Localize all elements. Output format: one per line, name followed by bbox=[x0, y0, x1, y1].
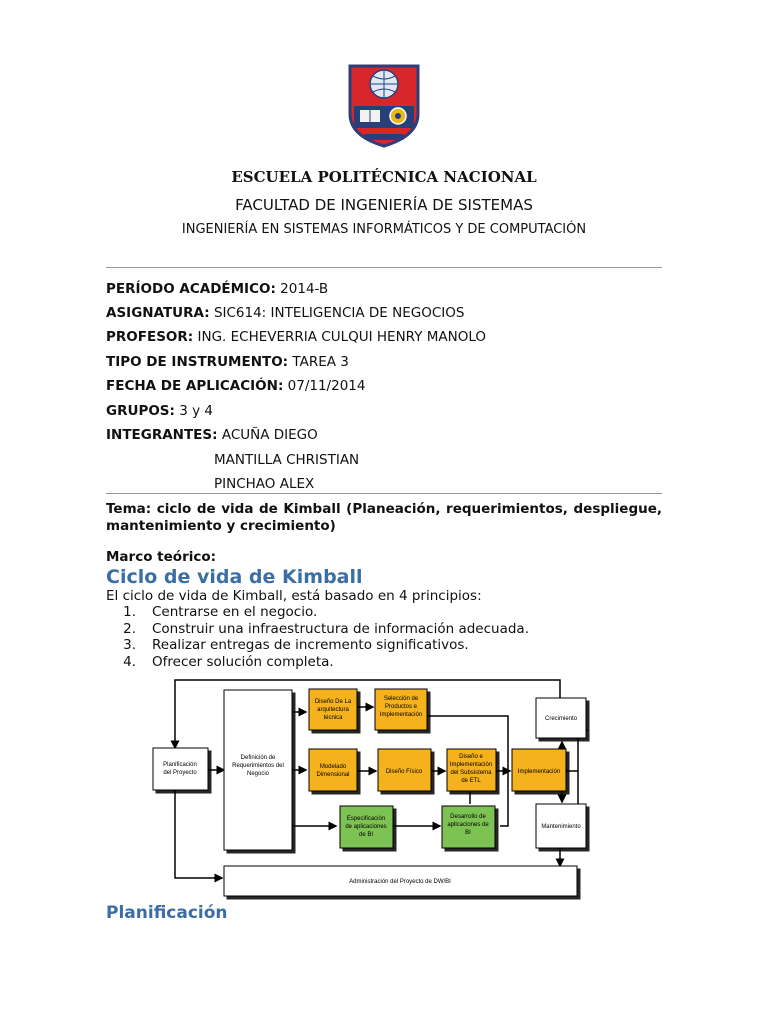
integrante-2: MANTILLA CHRISTIAN bbox=[214, 452, 360, 468]
label-modelado-2: Dimensional bbox=[316, 772, 350, 778]
label-desarrollo-3: BI bbox=[465, 830, 471, 836]
list-item: 2. Construir una infraestructura de información adecuada. bbox=[123, 620, 529, 637]
section-heading-planificacion: Planificación bbox=[106, 903, 228, 923]
kimball-lifecycle-diagram bbox=[145, 676, 595, 904]
school-name: ESCUELA POLITÉCNICA NACIONAL bbox=[231, 168, 537, 186]
divider-top bbox=[106, 267, 662, 268]
field-periodo bbox=[106, 281, 328, 297]
career-name: INGENIERÍA EN SISTEMAS INFORMÁTICOS Y DE COMPUTACIÓN bbox=[181, 222, 587, 237]
field-asignatura bbox=[106, 305, 464, 321]
list-item: 4. Ofrecer solución completa. bbox=[123, 653, 334, 670]
grupos-value: 3 y 4 bbox=[179, 403, 213, 419]
label-diseno-etl-2: Implementación bbox=[449, 762, 493, 768]
grupos-label: GRUPOS: bbox=[106, 403, 175, 419]
label-desarrollo-1: Desarrollo de bbox=[450, 814, 486, 820]
field-grupos bbox=[106, 403, 213, 419]
label-diseno-etl-1: Diseño e bbox=[459, 754, 483, 760]
label-diseno-arq-1: Diseño De La bbox=[314, 699, 352, 705]
list-item: 3. Realizar entregas de incremento significativos. bbox=[123, 637, 469, 653]
label-diseno-arq-3: técnica bbox=[323, 715, 343, 721]
integrantes-label: INTEGRANTES: bbox=[106, 427, 218, 443]
asignatura-value: SIC614: INTELIGENCIA DE NEGOCIOS bbox=[213, 305, 465, 321]
fecha-value: 07/11/2014 bbox=[287, 378, 366, 394]
label-implementacion: Implementación bbox=[517, 769, 561, 775]
profesor-label: PROFESOR: bbox=[106, 329, 194, 345]
integrante-1: ACUÑA DIEGO bbox=[221, 427, 318, 443]
label-especificacion-2: de aplicaciones bbox=[345, 824, 387, 830]
label-modelado-1: Modelado bbox=[319, 764, 347, 770]
field-profesor bbox=[106, 329, 486, 345]
section-heading-kimball: Ciclo de vida de Kimball bbox=[106, 566, 363, 588]
intro-text: El ciclo de vida de Kimball, está basado en 4 principios: bbox=[106, 588, 482, 604]
periodo-value: 2014-B bbox=[280, 281, 329, 297]
asignatura-label: ASIGNATURA: bbox=[106, 305, 210, 321]
label-definicion-1: Definición de bbox=[240, 755, 276, 761]
field-tipo bbox=[106, 354, 349, 370]
label-seleccion-3: Implementación bbox=[379, 712, 423, 718]
label-definicion-2: Requerimientos del bbox=[232, 763, 284, 769]
label-planificacion-1: Planificación bbox=[163, 762, 197, 768]
label-especificacion-3: de BI bbox=[358, 832, 374, 838]
box-modelado bbox=[309, 749, 357, 791]
principles-list bbox=[106, 604, 529, 670]
label-diseno-arq-2: arquitectura bbox=[317, 707, 349, 713]
marco-teorico-label: Marco teórico: bbox=[106, 549, 217, 565]
integrante-3: PINCHAO ALEX bbox=[214, 476, 315, 492]
label-diseno-fisico: Diseño Físico bbox=[385, 769, 423, 775]
tipo-label: TIPO DE INSTRUMENTO: bbox=[106, 354, 289, 370]
label-seleccion-1: Selección de bbox=[383, 696, 419, 702]
label-crecimiento: Crecimiento bbox=[544, 716, 578, 722]
box-planificacion bbox=[153, 748, 208, 790]
label-diseno-etl-3: del Subsistema bbox=[450, 770, 492, 776]
label-seleccion-2: Productos e bbox=[384, 704, 418, 710]
school-logo bbox=[346, 62, 422, 148]
label-especificacion-1: Especificación bbox=[346, 816, 386, 822]
label-diseno-etl-4: de ETL bbox=[461, 778, 481, 784]
fecha-label: FECHA DE APLICACIÓN: bbox=[106, 378, 284, 394]
faculty-name: FACULTAD DE INGENIERÍA DE SISTEMAS bbox=[235, 196, 533, 214]
label-desarrollo-2: aplicaciones de bbox=[447, 822, 489, 828]
tema-text: Tema: ciclo de vida de Kimball (Planeación, requerimientos, despliegue, mantenimiento y crecimiento) bbox=[106, 501, 662, 534]
label-definicion-3: Negocio bbox=[246, 771, 270, 777]
label-planificacion-2: del Proyecto bbox=[163, 770, 197, 776]
label-mantenimiento: Mantenimiento bbox=[541, 824, 581, 830]
field-integrantes bbox=[106, 427, 318, 443]
list-item: 1. Centrarse en el negocio. bbox=[123, 604, 318, 620]
profesor-value: ING. ECHEVERRIA CULQUI HENRY MANOLO bbox=[197, 329, 487, 345]
box-definicion bbox=[224, 690, 292, 850]
tipo-value: TAREA 3 bbox=[292, 354, 349, 370]
periodo-label: PERÍODO ACADÉMICO: bbox=[106, 281, 276, 297]
field-fecha bbox=[106, 378, 365, 394]
label-administracion: Administración del Proyecto de DW/BI bbox=[349, 879, 451, 885]
divider-bottom bbox=[106, 493, 662, 494]
